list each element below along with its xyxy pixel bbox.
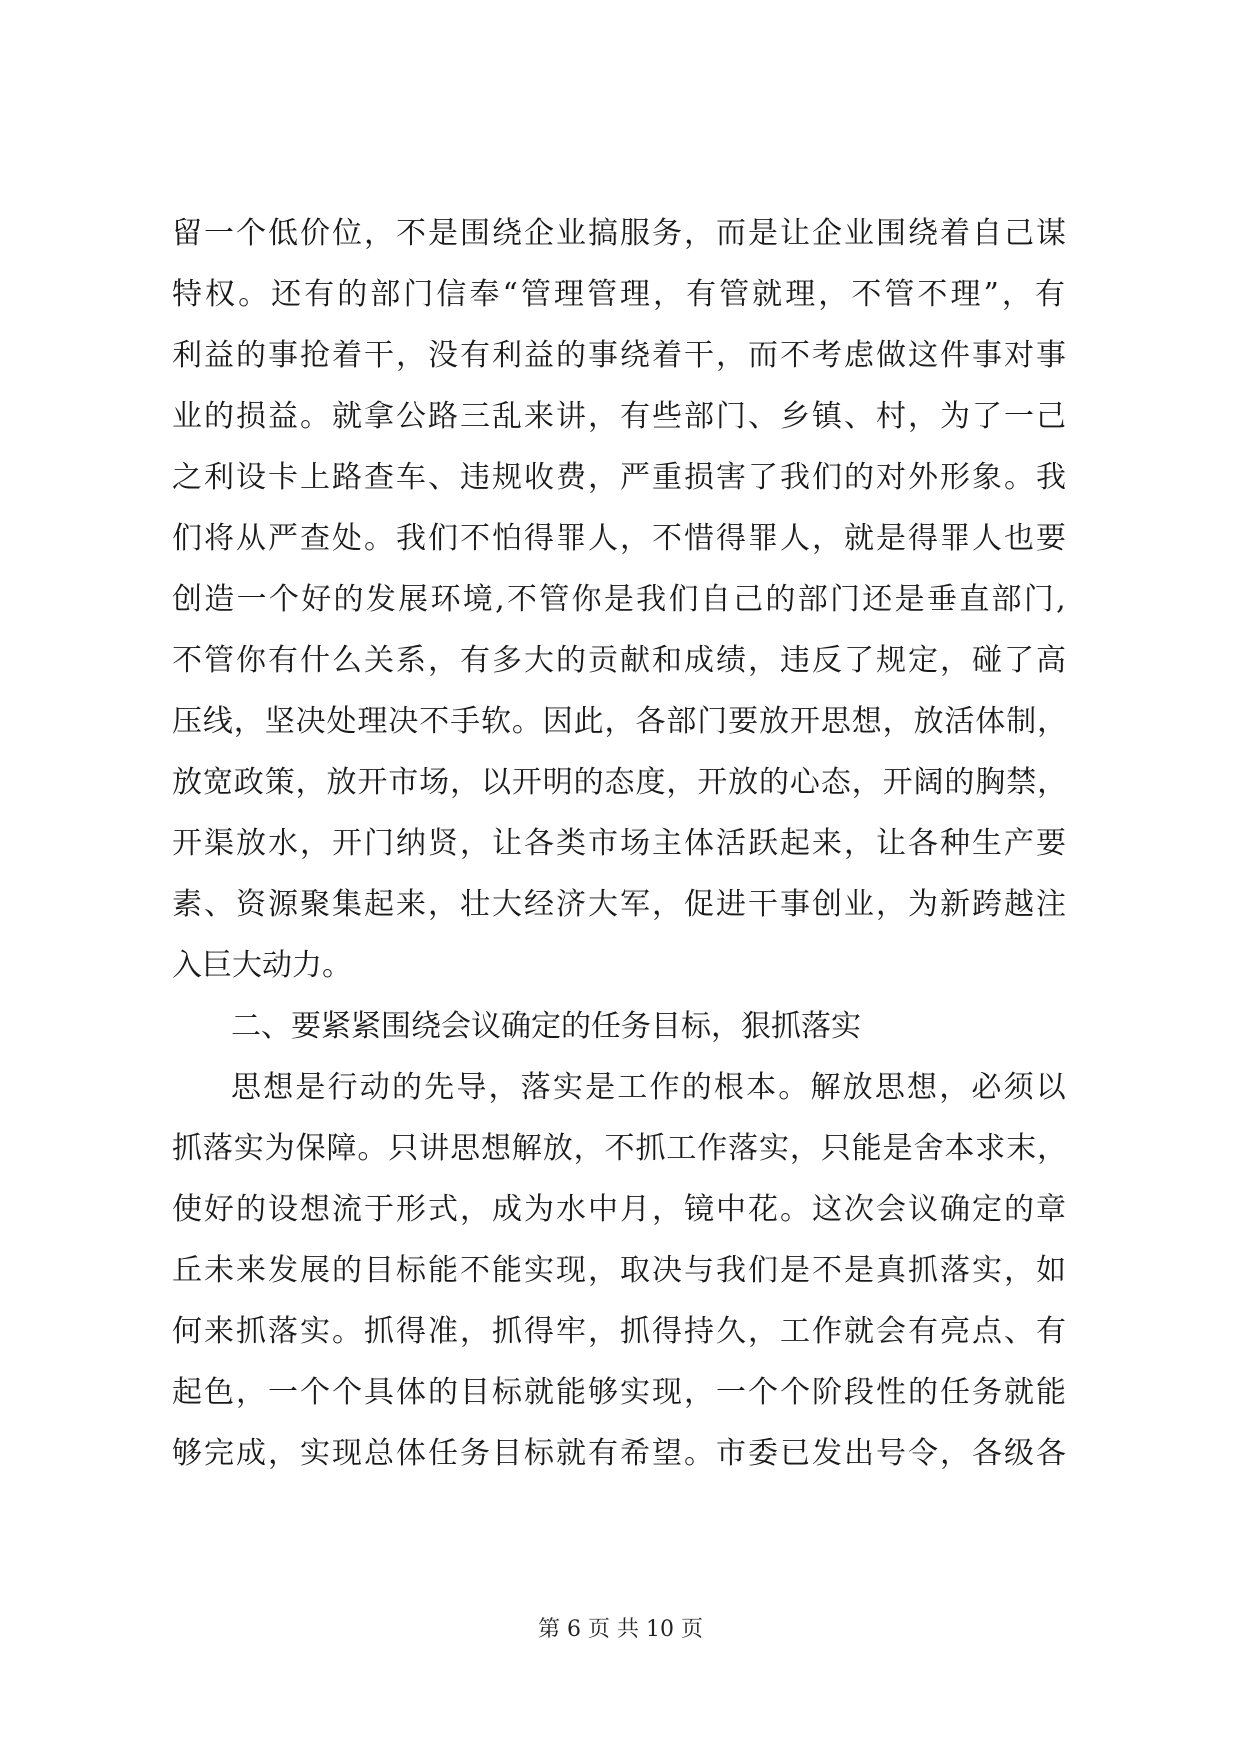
text-line (0, 1179, 1241, 1241)
text-line (0, 447, 1241, 509)
text-line (0, 813, 1241, 875)
text-line (0, 325, 1241, 387)
text-line (0, 935, 1241, 997)
section-heading-text: 二、要紧紧围绕会议确定的任务目标，狠抓落实 (231, 1009, 861, 1044)
text-line (0, 569, 1241, 631)
text-line-content: 利益的事抢着干，没有利益的事绕着干，而不考虑做这件事对事 (172, 338, 1068, 373)
text-line (0, 386, 1241, 448)
text-line-content: 压线，坚决处理决不手软。因此，各部门要放开思想，放活体制， (172, 704, 1068, 739)
text-line-content: 特权。还有的部门信奉“管理管理，有管就理，不管不理”，有 (172, 277, 1068, 312)
text-line (0, 752, 1241, 814)
text-line (0, 264, 1241, 326)
text-line-content: 素、资源聚集起来，壮大经济大军，促进干事创业，为新跨越注 (172, 887, 1068, 922)
section-heading (0, 996, 1241, 1058)
text-line-content: 放宽政策，放开市场，以开明的态度，开放的心态，开阔的胸禁， (172, 765, 1068, 800)
text-line (0, 1362, 1241, 1424)
text-line-content: 不管你有什么关系，有多大的贡献和成绩，违反了规定，碰了高 (172, 643, 1068, 678)
text-line-content: 思想是行动的先导，落实是工作的根本。解放思想，必须以 (231, 1070, 1068, 1105)
text-line (0, 691, 1241, 753)
text-line-content: 创造一个好的发展环境,不管你是我们自己的部门还是垂直部门, (172, 582, 1068, 617)
text-line (0, 1057, 1241, 1119)
text-line (0, 630, 1241, 692)
text-line (0, 508, 1241, 570)
text-line-content: 使好的设想流于形式，成为水中月，镜中花。这次会议确定的章 (172, 1192, 1068, 1227)
text-line-content: 抓落实为保障。只讲思想解放，不抓工作落实，只能是舍本求末， (172, 1131, 1068, 1166)
text-line-content: 们将从严查处。我们不怕得罪人，不惜得罪人，就是得罪人也要 (172, 521, 1068, 556)
text-line-content: 开渠放水，开门纳贤，让各类市场主体活跃起来，让各种生产要 (172, 826, 1068, 861)
text-line-content: 何来抓落实。抓得准，抓得牢，抓得持久，工作就会有亮点、有 (172, 1314, 1068, 1349)
text-line (0, 1118, 1241, 1180)
text-line (0, 1301, 1241, 1363)
text-line-content: 业的损益。就拿公路三乱来讲，有些部门、乡镇、村，为了一己 (172, 399, 1068, 434)
text-line-content: 丘未来发展的目标能不能实现，取决与我们是不是真抓落实，如 (172, 1253, 1068, 1288)
text-line-content: 起色，一个个具体的目标就能够实现，一个个阶段性的任务就能 (172, 1375, 1068, 1410)
text-line-content: 留一个低价位，不是围绕企业搞服务，而是让企业围绕着自己谋 (172, 216, 1068, 251)
text-line-content: 入巨大动力。 (172, 948, 352, 983)
text-line-content: 之利设卡上路查车、违规收费，严重损害了我们的对外形象。我 (172, 460, 1068, 495)
text-line-content: 够完成，实现总体任务目标就有希望。市委已发出号令，各级各 (172, 1436, 1068, 1471)
text-line (0, 1423, 1241, 1485)
page-footer: 第 6 页 共 10 页 (538, 1617, 703, 1642)
text-line (0, 874, 1241, 936)
text-line (0, 1240, 1241, 1302)
text-line (0, 203, 1241, 265)
